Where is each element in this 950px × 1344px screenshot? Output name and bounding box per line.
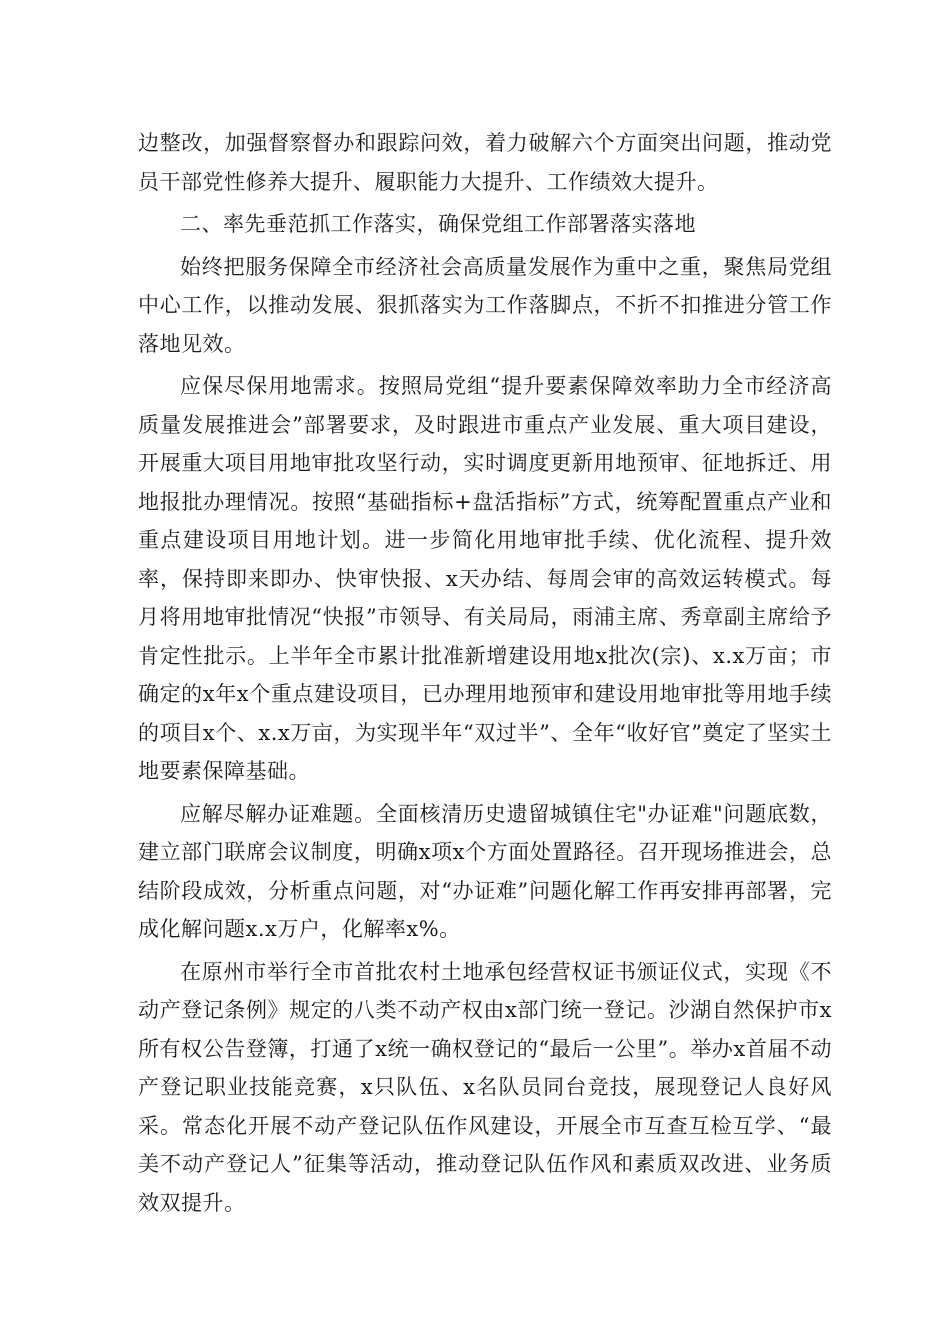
paragraph-intro: 始终把服务保障全市经济社会高质量发展作为重中之重，聚焦局党组中心工作，以推动发展、狠抓落实为工作落脚点，不折不扣推进分管工作落地见效。	[138, 254, 832, 356]
paragraph-land-use: 应保尽保用地需求。按照局党组“提升要素保障效率助力全市经济高质量发展推进会”部署要求，及时跟进市重点产业发展、重大项目建设，开展重大项目用地审批攻坚行动，实时调度更新用地预审、征地拆迁、用地报批办理情况。按照“基础指标+盘活指标”方式，统筹配置重点产业和重点建设项目用地计划。进一步简化用地审批手续、优化流程、提升效率，保持即来即办、快审快报、x天办结、每周会审的高效运转模式。每月将用地审批情况“快报”市领导、有关局局，雨浦主席、秀章副主席给予肯定性批示。上半年全市累计批准新增建设用地x批次(宗)、x.x万亩；市确定的x年x个重点建设项目，已办理用地预审和建设用地审批等用地手续的项目x个、x.x万亩，为实现半年“双过半”、全年“收好官”奠定了坚实土地要素保障基础。	[138, 374, 832, 783]
paragraph-certificates: 应解尽解办证难题。全面核清历史遗留城镇住宅"办证难"问题底数，建立部门联席会议制度，明确x项x个方面处置路径。召开现场推进会，总结阶段成效，分析重点问题，对“办证难”问题化解工作再安排再部署，完成化解问题x.x万户，化解率x%。	[138, 801, 832, 941]
document-body	[138, 124, 832, 1226]
section-heading: 二、率先垂范抓工作落实，确保党组工作部署落实落地	[180, 212, 696, 236]
paragraph-registration: 在原州市举行全市首批农村土地承包经营权证书颁证仪式，实现《不动产登记条例》规定的八类不动产权由x部门统一登记。沙湖自然保护市x所有权公告登簿，打通了x统一确权登记的“最后一公里”。举办x首届不动产登记职业技能竞赛，x只队伍、x名队员同台竞技，展现登记人良好风采。常态化开展不动产登记队伍作风建设，开展全市互查互检互学、“最美不动产登记人”征集等活动，推动登记队伍作风和素质双改进、业务质效双提升。	[138, 959, 832, 1215]
paragraph-continuation: 边整改，加强督察督办和跟踪问效，着力破解六个方面突出问题，推动党员干部党性修养大提升、履职能力大提升、工作绩效大提升。	[138, 131, 832, 194]
